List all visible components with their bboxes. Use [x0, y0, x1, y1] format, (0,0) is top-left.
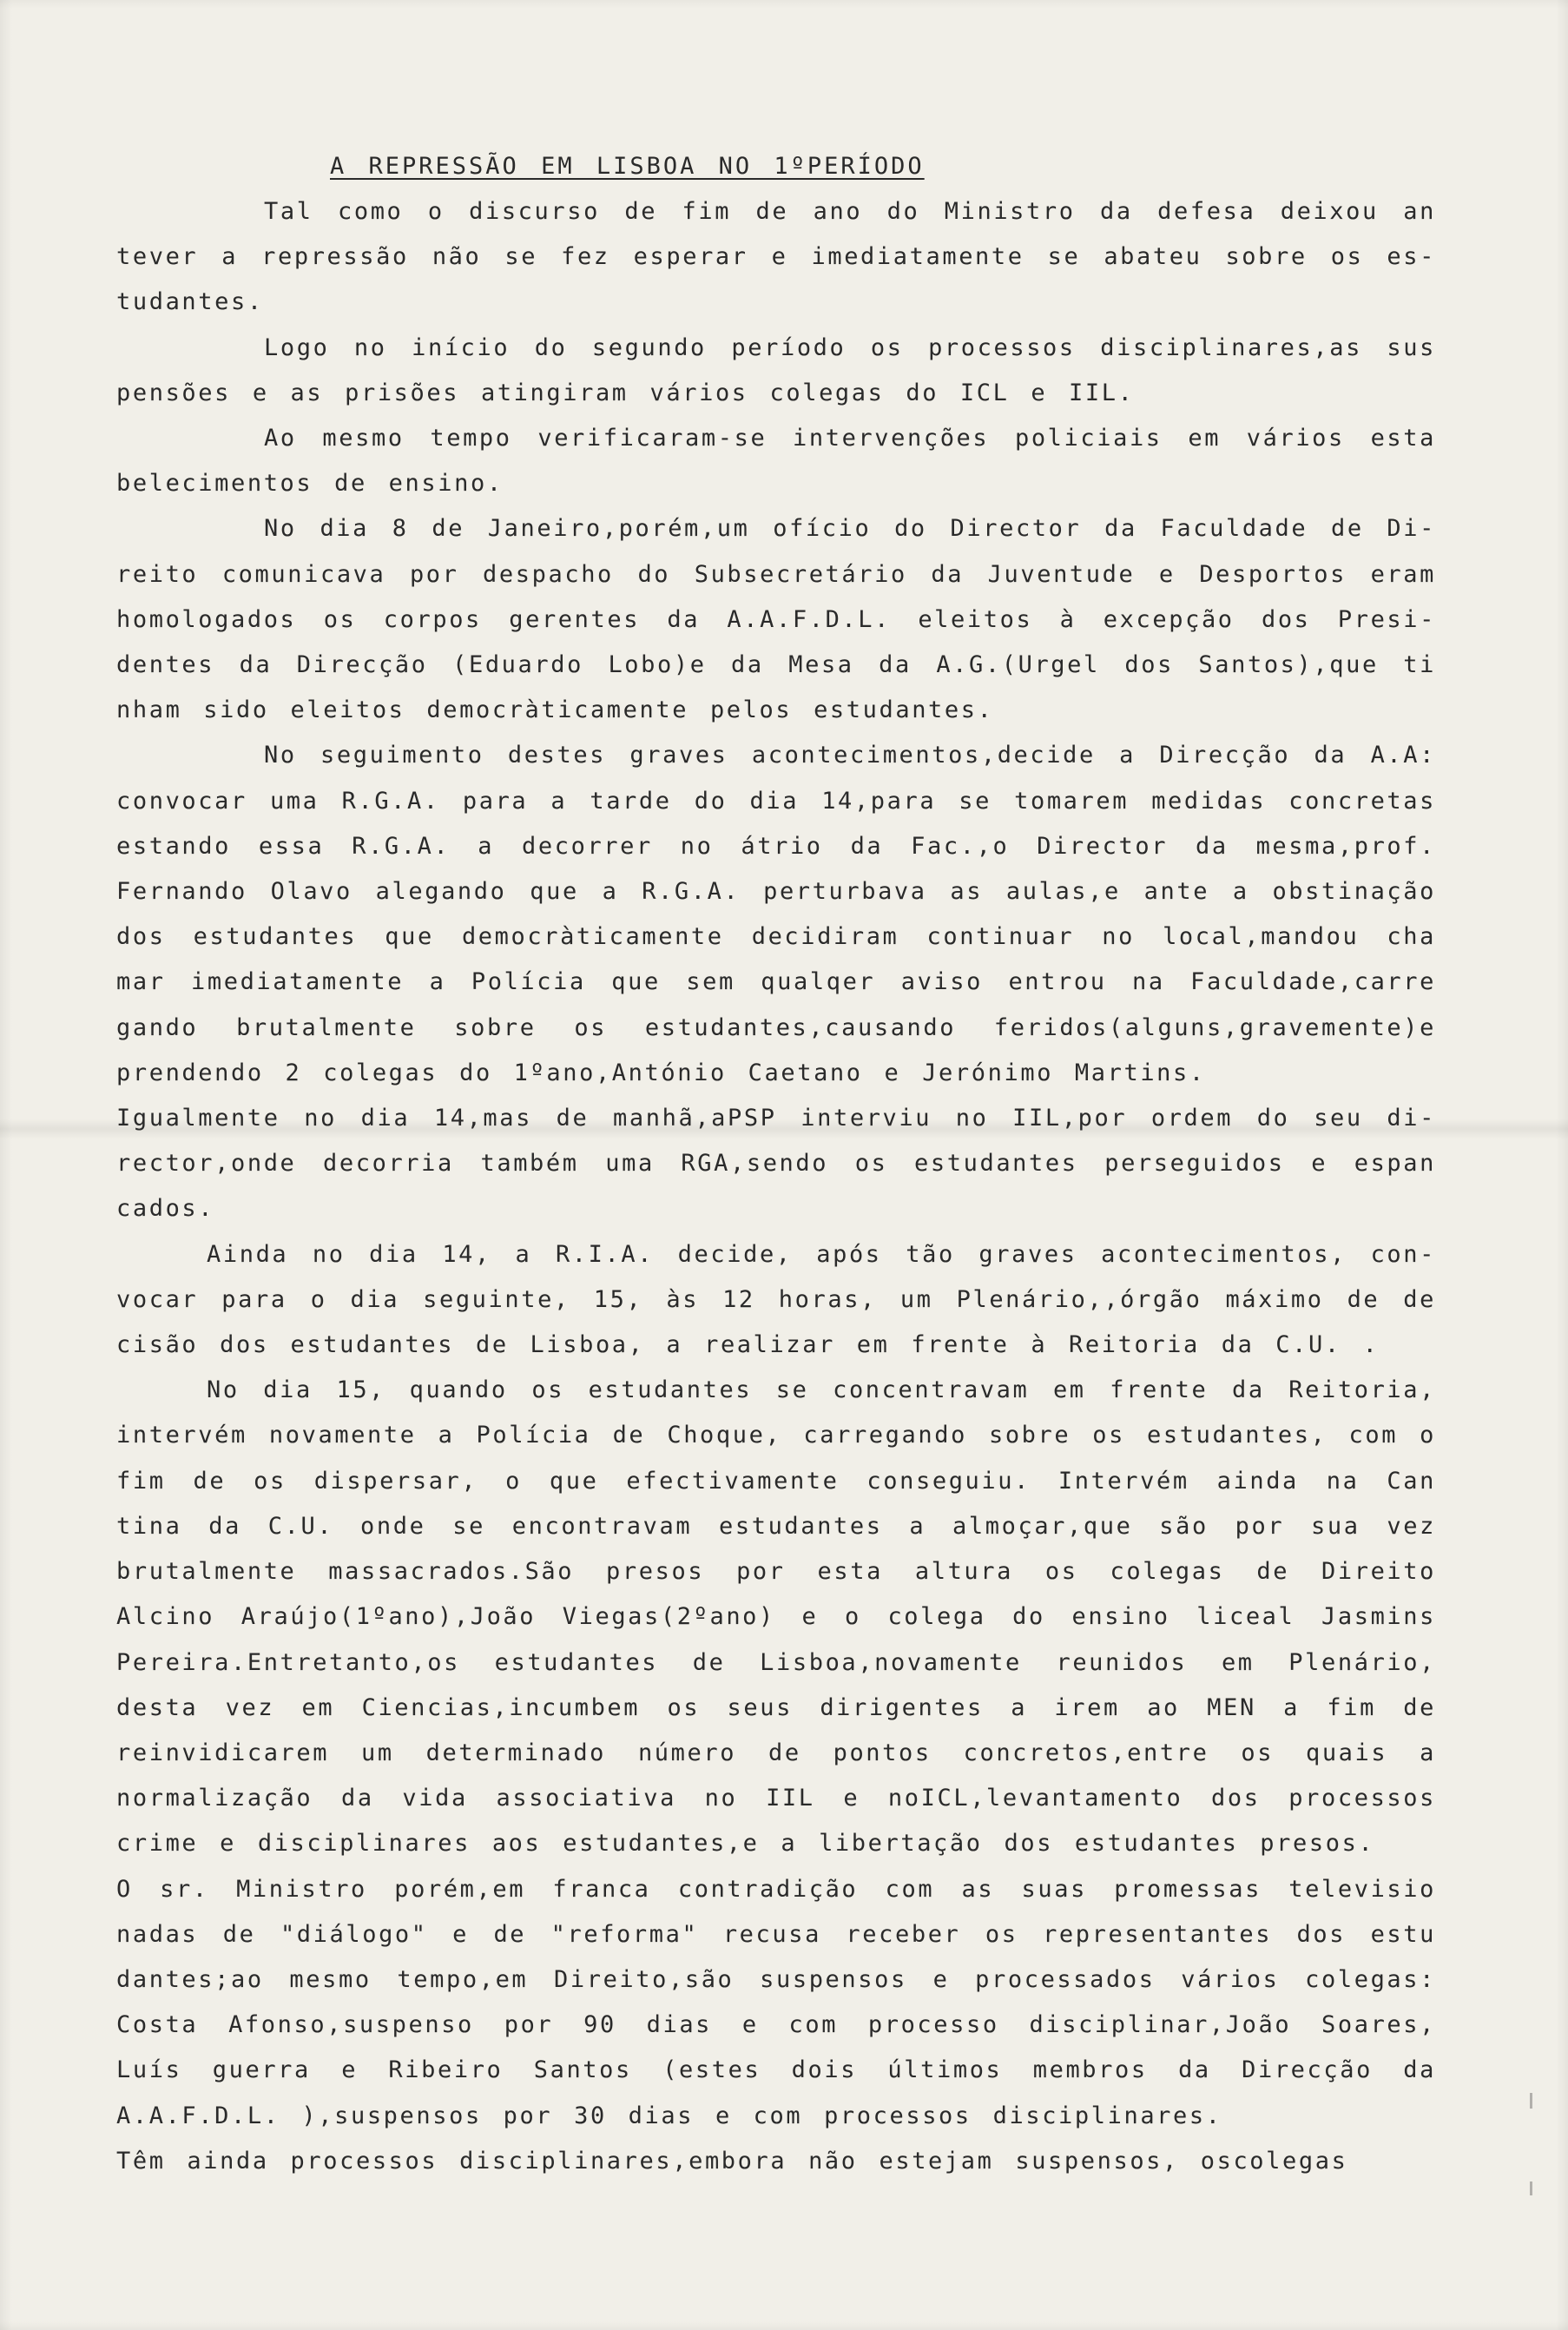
paragraph: No seguimento destes graves acontecimentos,decide a Direcção da A.A: convocar uma R.G.A. para a tarde do dia 14,para se tomarem medidas concretas estando essa R.G.A. a decorrer no átrio da Fac.,o Director da mesma,prof. Fernando Olavo alegando que a R.G.A. perturbava as aulas,e ante a obstinação dos estudantes que democràticamente decidiram continuar no local,mandou cha mar imediatamente a Polícia que sem qualqer aviso entrou na Faculdade,carre gando brutalmente sobre os estudantes,causando feridos(alguns,gravemente)e prendendo 2 colegas do 1ºano,António Caetano e Jerónimo Martins. [116, 742, 1436, 1086]
paragraph: O sr. Ministro porém,em franca contradição com as suas promessas televisio nadas de "diálogo" e de "reforma" recusa receber os representantes dos estu dantes;ao mesmo tempo,em Direito,são suspensos e processados vários colegas: Costa Afonso,suspenso por 90 dias e com processo disciplinar,João Soares, Luís guerra e Ribeiro Santos (estes dois últimos membros da Direcção da A.A.F.D.L. ),suspensos por 30 dias e com processos disciplinares. [116, 1875, 1436, 2129]
paragraph: Logo no início do segundo período os processos disciplinares,as sus pensões e as prisões atingiram vários colegas do ICL e IIL. [116, 333, 1436, 406]
fold-mark [1530, 2093, 1532, 2109]
paragraph: Tal como o discurso de fim de ano do Ministro da defesa deixou an tever a repressão não se fez esperar e imediatamente se abateu sobre os es- tudantes. [116, 198, 1436, 316]
document-title: A REPRESSÃO EM LISBOA NO 1ºPERÍODO [330, 153, 925, 180]
paragraph: Têm ainda processos disciplinares,embora não estejam suspensos, oscolegas [116, 2147, 1348, 2175]
paragraph: Igualmente no dia 14,mas de manhã,aPSP interviu no IIL,por ordem do seu di- rector,onde decorria também uma RGA,sendo os estudantes perseguidos e espan cados. [116, 1105, 1436, 1223]
paragraph: No dia 8 de Janeiro,porém,um ofício do Director da Faculdade de Di- reito comunicava por despacho do Subsecretário da Juventude e Desportos eram homologados os corpos gerentes da A.A.F.D.L. eleitos à excepção dos Presi- dentes da Direcção (Eduardo Lobo)e da Mesa da A.G.(Urgel dos Santos),que ti nham sido eleitos democràticamente pelos estudantes. [116, 515, 1436, 724]
paragraph: Ao mesmo tempo verificaram-se intervenções policiais em vários esta belecimentos de ensino. [116, 425, 1436, 498]
fold-mark [1530, 2181, 1532, 2195]
document-body [116, 149, 1436, 2184]
paragraph: No dia 15, quando os estudantes se concentravam em frente da Reitoria, intervém novamente a Polícia de Choque, carregando sobre os estudantes, com o fim de os dispersar, o que efectivamente conseguiu. Intervém ainda na Can tina da C.U. onde se encontravam estudantes a almoçar,que são por sua vez brutalmente massacrados.São presos por esta altura os colegas de Direito Alcino Araújo(1ºano),João Viegas(2ºano) e o colega do ensino liceal Jasmins Pereira.Entretanto,os estudantes de Lisboa,novamente reunidos em Plenário, desta vez em Ciencias,incumbem os seus dirigentes a irem ao MEN a fim de reinvidicarem um determinado número de pontos concretos,entre os quais a normalização da vida associativa no IIL e noICL,levantamento dos processos crime e disciplinares aos estudantes,e a libertação dos estudantes presos. [116, 1376, 1436, 1858]
paragraph: Ainda no dia 14, a R.I.A. decide, após tão graves acontecimentos, con- vocar para o dia seguinte, 15, às 12 horas, um Plenário,,órgão máximo de de cisão dos estudantes de Lisboa, a realizar em frente à Reitoria da C.U. . [116, 1240, 1436, 1359]
